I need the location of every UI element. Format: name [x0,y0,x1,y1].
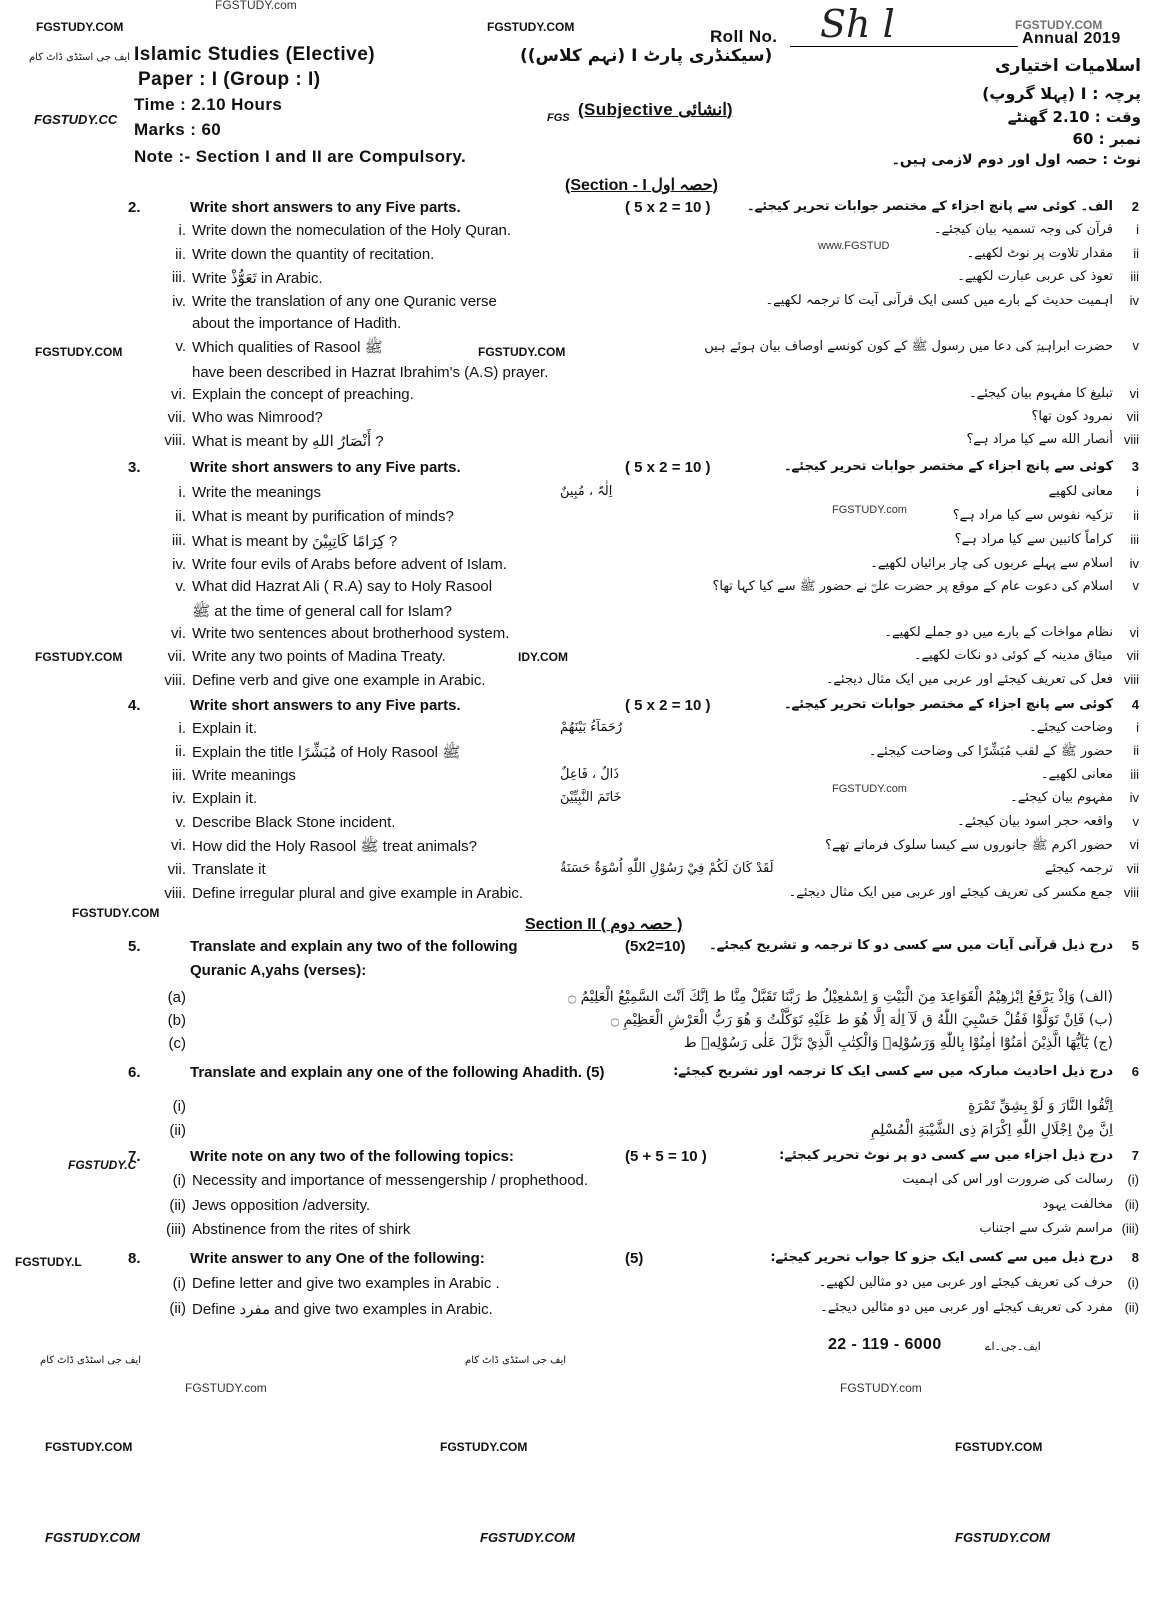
part-text-urdu: معانی لکھیے۔ [1040,767,1113,782]
part-number-urdu: viii [1123,885,1139,900]
watermark: FGSTUDY.COM [487,20,575,34]
q8-heading [0,1250,1161,1272]
part-number-urdu: vii [1126,648,1139,663]
q7-part [0,1172,1161,1194]
part-text-urdu: (الف) وَاِذْ يَرْفَعُ اِبْرٰهِيْمُ الْقَوَاعِدَ مِنَ الْبَيْتِ وَ اِسْمٰعِيْلُ ط رَبَّنَا تَقَبَّلْ مِنَّا ط اِنَّكَ اَنْتَ السَّمِيْعُ الْعَلِيْمُ ۝ [567,989,1113,1005]
part-arabic-text: ذَالٌ ، فَاعِلٌ [560,767,620,782]
part-text-urdu: کراماً کاتبین سے کیا مراد ہے؟ [954,532,1113,547]
q7-number-urdu: 7 [1131,1148,1139,1163]
part-number-urdu: ii [1133,508,1139,523]
q3-instruction-urdu: کوئی سے پانچ اجزاء کے مختصر جوابات تحریر کیجئے۔ [783,459,1113,474]
watermark: FGSTUDY.COM [955,1530,1050,1545]
q2-part [0,222,1161,244]
part-number: iv. [172,556,186,573]
part-number: (c) [168,1035,186,1052]
watermark: www.FGSTUD [818,240,890,252]
q3-instruction: Write short answers to any Five parts. [190,459,461,476]
paper-group-urdu: پرچہ : I (پہلا گروپ) [982,84,1141,103]
part-number: vi. [171,386,186,403]
q3-part [0,578,1161,600]
part-number: i. [178,484,186,501]
part-text-english: Write down the quantity of recitation. [192,246,435,263]
part-text-urdu: نمرود کون تھا؟ [1031,409,1113,424]
part-number-urdu: vii [1126,409,1139,424]
part-number: v. [175,338,186,355]
q5-part [0,1035,1161,1057]
part-text-english: Who was Nimrood? [192,409,323,426]
part-number-urdu: (i) [1127,1275,1139,1290]
part-text-urdu: فعل کی تعریف کیجئے اور عربی میں ایک مثال دیجئے۔ [825,672,1113,687]
watermark: FGSTUDY.COM [72,906,160,920]
part-number: v. [175,578,186,595]
q2-heading [0,199,1161,221]
watermark: FGSTUDY.L [15,1255,82,1269]
part-text-urdu: ترجمہ کیجئے [1044,861,1113,876]
part-number-urdu: iii [1130,532,1139,547]
part-text-english: Abstinence from the rites of shirk [192,1221,411,1238]
part-text-english: What is meant by أَنْصَارُ اللهِ ? [192,433,384,450]
part-text-urdu: اسلام سے پہلے عربوں کی چار برائیاں لکھیے۔ [870,556,1113,571]
q4-part [0,814,1161,836]
q5-number-urdu: 5 [1131,938,1139,953]
part-number: (i) [172,1275,186,1292]
q4-part [0,767,1161,789]
watermark: FGSTUDY.com [185,1381,267,1395]
part-number-urdu: (ii) [1124,1197,1139,1212]
q3-heading [0,459,1161,481]
part-number: vi. [171,837,186,854]
part-number-urdu: ii [1133,743,1139,758]
part-text-english-cont: about the importance of Hadith. [192,315,402,332]
q3-marks: ( 5 x 2 = 10 ) [625,459,711,476]
part-number-urdu: vi [1129,837,1139,852]
part-text-urdu: مقدار تلاوت پر نوٹ لکھیے۔ [966,246,1113,261]
part-number: (iii) [166,1221,186,1238]
annual-year: Annual 2019 [1022,30,1121,47]
part-number: (i) [172,1172,186,1189]
q2-part [0,293,1161,315]
roll-no-handwritten: Sh l [820,2,895,46]
part-number: (ii) [169,1300,186,1317]
watermark: FGSTUDY.COM [36,20,124,34]
q3-part [0,672,1161,694]
part-text-urdu: نظام مواخات کے بارے میں دو جملے لکھیے۔ [884,625,1113,640]
q4-part [0,861,1161,883]
part-text-english: Write تَعَوُّذْ in Arabic. [192,270,323,287]
part-number: viii. [164,885,186,902]
part-number: iii. [171,269,186,286]
part-number-urdu: i [1136,222,1139,237]
q2-part [0,338,1161,360]
q5-part [0,989,1161,1011]
q8-part [0,1300,1161,1322]
q8-instruction: Write answer to any One of the following: [190,1250,485,1267]
watermark: FGSTUDY.com [215,0,297,12]
watermark: FGSTUDY.COM [478,345,566,359]
q6-part [0,1122,1161,1144]
part-number-urdu: vi [1129,625,1139,640]
q2-part [0,409,1161,431]
part-number-urdu: v [1132,814,1139,829]
part-number: vii. [167,861,186,878]
part-number-urdu: iv [1129,790,1139,805]
q2-part [0,246,1161,268]
subject-urdu: اسلامیات اختیاری [994,56,1141,76]
part-text-urdu: تعوذ کی عربی عبارت لکھیے۔ [957,269,1113,284]
roll-no-line [790,46,1018,47]
q5-instruction-urdu: درج ذیل قرآنی آیات میں سے کسی دو کا ترجمہ و تشریح کیجئے۔ [709,938,1113,953]
part-text-english: Define letter and give two examples in Arabic . [192,1275,500,1292]
part-number: iv. [172,790,186,807]
note: Note :- Section I and II are Compulsory. [134,147,467,166]
subject-title: Islamic Studies (Elective) [134,44,376,65]
q3-number-urdu: 3 [1131,459,1139,474]
q8-marks: (5) [625,1250,644,1267]
part-text-urdu: اہمیت حدیث کے بارے میں کسی ایک قرآنی آیت کا ترجمہ لکھیے۔ [765,293,1113,308]
watermark-urdu: ایف جی اسٹڈی ڈاٹ کام [28,52,130,63]
part-number: vii. [167,409,186,426]
part-text-urdu: مفہوم بیان کیجئے۔ [1010,790,1113,805]
part-text-english: Describe Black Stone incident. [192,814,396,831]
part-text-english: Explain it. [192,790,258,807]
q7-instruction: Write note on any two of the following topics: [190,1148,514,1165]
part-text-english-cont: have been described in Hazrat Ibrahim's (A.S) prayer. [192,364,549,381]
part-text-english: Write two sentences about brotherhood system. [192,625,510,642]
part-number: i. [178,222,186,239]
q3-number: 3. [128,459,141,476]
part-text-urdu: جمع مکسر کی تعریف کیجئے اور عربی میں ایک مثال دیجئے۔ [788,885,1113,900]
watermark: FGSTUDY.com [840,1381,922,1395]
watermark: FGSTUDY.C [68,1158,137,1172]
part-arabic-text: خَاتَمَ النَّبِيِّيْنَ [560,790,622,805]
part-number: iii. [171,532,186,549]
q3-part [0,484,1161,506]
q8-number: 8. [128,1250,141,1267]
part-number: (b) [167,1012,186,1029]
q4-part [0,790,1161,812]
part-text-english: Jews opposition /adversity. [192,1197,371,1214]
q8-instruction-urdu: درج ذیل میں سے کسی ایک جزو کا جواب تحریر کیجئے: [770,1250,1113,1265]
part-text-urdu: حضرت ابراہیمؑ کی دعا میں رسول ﷺ کے کون کونسے اوصاف بیان ہوئے ہیں [704,339,1113,354]
part-number-urdu: ii [1133,246,1139,261]
part-number-urdu: v [1132,338,1139,353]
part-number-urdu: (i) [1127,1172,1139,1187]
part-text-english: Translate it [192,861,266,878]
q8-number-urdu: 8 [1131,1250,1139,1265]
part-number: (a) [167,989,186,1006]
watermark: FGS [547,112,570,124]
part-text-english: Explain the concept of preaching. [192,386,414,403]
watermark-urdu: ایف جی اسٹڈی ڈاٹ کام [465,1355,567,1366]
part-number: i. [178,720,186,737]
part-number-urdu: i [1136,720,1139,735]
q6-number: 6. [128,1064,141,1081]
q5-heading-cont [0,962,1161,984]
part-number-urdu: iv [1129,556,1139,571]
part-text-english-cont: ﷺ at the time of general call for Islam? [192,603,452,620]
q7-heading [0,1148,1161,1170]
paper-code: 22 - 119 - 6000 [828,1336,942,1353]
part-number-urdu: (ii) [1124,1300,1139,1315]
part-text-english: Define verb and give one example in Arabic. [192,672,486,689]
part-number-urdu: vi [1129,386,1139,401]
part-number-urdu: iii [1130,767,1139,782]
part-text-urdu: تبلیغ کا مفہوم بیان کیجئے۔ [969,386,1113,401]
part-arabic-text: اِلٰہٌ ، مُبِينٌ [560,484,613,499]
part-text-english: Define irregular plural and give example in Arabic. [192,885,524,902]
watermark: FGSTUDY.com [832,504,907,516]
q3-part [0,556,1161,578]
roll-no-label: Roll No. [710,27,778,46]
part-text-urdu: وضاحت کیجئے۔ [1029,720,1113,735]
watermark: FGSTUDY.COM [35,345,123,359]
q3-part [0,625,1161,647]
q2-part-cont [0,315,1161,337]
part-text-urdu: مخالفت یہود [1042,1197,1113,1212]
q5-instruction-cont: Quranic A,yahs (verses): [190,962,367,979]
watermark: FGSTUDY.COM [1015,18,1103,32]
part-text-urdu: میثاق مدینہ کے کوئی دو نکات لکھیے۔ [913,648,1113,663]
q3-part [0,532,1161,554]
part-text-urdu: مراسم شرک سے اجتناب [979,1221,1113,1236]
q6-number-urdu: 6 [1131,1064,1139,1079]
part-text-english: Necessity and importance of messengership / prophethood. [192,1172,589,1189]
q4-part [0,885,1161,907]
part-text-english: Write any two points of Madina Treaty. [192,648,446,665]
note-urdu: نوٹ : حصہ اول اور دوم لازمی ہیں۔ [891,152,1141,168]
part-number: iv. [172,293,186,310]
q2-part [0,269,1161,291]
part-number-urdu: (iii) [1121,1221,1139,1236]
q5-number: 5. [128,938,141,955]
q2-instruction-urdu: الف۔ کوئی سے پانچ اجزاء کے مختصر جوابات تحریر کیجئے۔ [746,199,1113,214]
total-marks: Marks : 60 [134,120,222,139]
q5-part [0,1012,1161,1034]
q7-part [0,1197,1161,1219]
q4-instruction-urdu: کوئی سے پانچ اجزاء کے مختصر جوابات تحریر کیجئے۔ [783,697,1113,712]
part-text-urdu: مفرد کی تعریف کیجئے اور عربی میں دو مثالیں دیجئے۔ [820,1300,1113,1315]
part-text-urdu: اسلام کی دعوت عام کے موقع پر حضرت علیؓ نے حضور ﷺ سے کیا کہا تھا؟ [712,579,1113,594]
q2-part [0,432,1161,454]
part-number-urdu: viii [1123,432,1139,447]
q3-part [0,648,1161,670]
q4-heading [0,697,1161,719]
part-text-english: What is meant by purification of minds? [192,508,454,525]
part-number: ii. [175,246,186,263]
part-text-english: Define مفرد and give two examples in Arabic. [192,1301,493,1318]
part-text-urdu: معانی لکھیے [1048,484,1113,499]
part-number: (ii) [169,1197,186,1214]
q3-part [0,508,1161,530]
q2-instruction: Write short answers to any Five parts. [190,199,461,216]
part-number: v. [175,814,186,831]
watermark: FGSTUDY.COM [480,1530,575,1545]
time-urdu: وقت : 2.10 گھنٹے [1007,108,1141,126]
q7-number: 7. [128,1148,141,1165]
part-text-urdu: أنصار الله سے کیا مراد ہے؟ [966,432,1113,447]
part-text-english: What did Hazrat Ali ( R.A) say to Holy Rasool [192,578,493,595]
q5-marks: (5x2=10) [625,938,686,955]
watermark: FGSTUDY.COM [45,1530,140,1545]
q7-instruction-urdu: درج ذیل اجزاء میں سے کسی دو پر نوٹ تحریر کیجئے: [779,1148,1113,1163]
part-text-english: Which qualities of Rasool ﷺ [192,339,383,356]
part-number: iii. [171,767,186,784]
part-number: (ii) [169,1122,186,1139]
part-text-urdu: اِتَّقُوا النَّارَ وَ لَوْ بِشِقِّ تَمْرَةٍ [967,1098,1113,1114]
part-number-urdu: v [1132,578,1139,593]
part-text-english: Write four evils of Arabs before advent of Islam. [192,556,507,573]
watermark: IDY.COM [518,650,569,664]
q4-part [0,837,1161,859]
part-arabic-text: رُحَمَآءُ بَيْنَهُمْ [560,720,623,735]
part-number: ii. [175,743,186,760]
part-text-urdu: رسالت کی ضرورت اور اس کی اہمیت [902,1172,1113,1187]
part-text-urdu: قرآن کی وجہ تسمیہ بیان کیجئے۔ [933,222,1113,237]
part-text-urdu: حرف کی تعریف کیجئے اور عربی میں دو مثالیں لکھیے۔ [818,1275,1113,1290]
part-text-english: Write meanings [192,767,296,784]
q4-number-urdu: 4 [1131,697,1139,712]
watermark: FGSTUDY.com [832,783,907,795]
part-text-urdu: حضور اکرم ﷺ جانوروں سے کیسا سلوک فرماتے تھے؟ [825,838,1113,853]
part-text-urdu: (ب) فَاِنْ تَوَلَّوْا فَقُلْ حَسْبِيَ اللّٰهُ ق لَآ اِلٰهَ اِلَّا هُوَ ط عَلَيْهِ تَوَكَّلْتُ وَ هُوَ رَبُّ الْعَرْشِ الْعَظِيْمِ ۝ [610,1012,1113,1028]
q5-heading [0,938,1161,960]
part-text-urdu: اِنَّ مِنْ اِجْلَالِ اللّٰهِ اِكْرَامَ ذِی الشَّيْبَةِ الْمُسْلِمِ [870,1122,1113,1138]
q8-part [0,1275,1161,1297]
watermark-urdu: ایف جی اسٹڈی ڈاٹ کام [40,1355,142,1366]
part-text-urdu: واقعہ حجر اسود بیان کیجئے۔ [957,814,1113,829]
q2-number-urdu: 2 [1131,199,1139,214]
q6-part [0,1098,1161,1120]
part-text-english: Explain it. [192,720,258,737]
q4-number: 4. [128,697,141,714]
q4-part [0,743,1161,765]
part-number: ii. [175,508,186,525]
part-text-english: Explain the title مُبَشِّرًا of Holy Rasool ﷺ [192,744,461,761]
paper-group: Paper : I (Group : I) [138,69,321,90]
part-number: (i) [172,1098,186,1115]
part-number-urdu: vii [1126,861,1139,876]
part-number-urdu: viii [1123,672,1139,687]
part-number-urdu: iii [1130,269,1139,284]
q2-part [0,386,1161,408]
q2-number: 2. [128,199,141,216]
watermark: FGSTUDY.COM [35,650,123,664]
watermark: FGSTUDY.COM [955,1440,1043,1454]
class-urdu: (سیکنڈری پارٹ I (نہم کلاس)) [520,46,773,66]
part-text-english: Write the translation of any one Quranic verse [192,293,497,310]
part-text-urdu: تزکیہ نفوس سے کیا مراد ہے؟ [952,508,1113,523]
watermark: FGSTUDY.COM [440,1440,528,1454]
q3-part-cont [0,602,1161,624]
part-number-urdu: iv [1129,293,1139,308]
q4-instruction: Write short answers to any Five parts. [190,697,461,714]
part-text-english: What is meant by كِرَامًا كَاتِبِيْنَ ? [192,533,398,550]
marks-urdu: نمبر : 60 [1072,130,1141,148]
part-arabic-text: لَقَدْ كَانَ لَكُمْ فِيْ رَسُوْلِ اللّٰهِ اُسْوَةٌ حَسَنَةٌ [560,861,774,876]
q2-marks: ( 5 x 2 = 10 ) [625,199,711,216]
part-number-urdu: i [1136,484,1139,499]
section-2-heading: Section II ( حصہ دوم ) [525,916,683,933]
part-text-urdu: (ج) يٰٓاَيُّهَا الَّذِيْنَ اٰمَنُوْٓا اٰمِنُوْا بِاللّٰهِ وَرَسُوْلِهٖ وَالْكِتٰبِ الَّذِيْ نَزَّلَ عَلٰى رَسُوْلِهٖ ط [683,1035,1113,1051]
part-text-urdu: حضور ﷺ کے لقب مُبَشِّرًا کی وضاحت کیجئے۔ [868,744,1113,759]
q2-part-cont [0,364,1161,386]
part-number: viii. [164,432,186,449]
q7-part [0,1221,1161,1243]
subjective-label: (Subjective انشائی) [578,100,733,119]
part-text-english: How did the Holy Rasool ﷺ treat animals? [192,838,477,855]
q4-marks: ( 5 x 2 = 10 ) [625,697,711,714]
part-text-english: Write down the nomeculation of the Holy Quran. [192,222,512,239]
q5-instruction: Translate and explain any two of the following [190,938,518,955]
time-allowed: Time : 2.10 Hours [134,95,283,114]
q6-instruction: Translate and explain any one of the following Ahadith. (5) [190,1064,605,1081]
part-number: vii. [167,648,186,665]
watermark: FGSTUDY.COM [45,1440,133,1454]
part-number: vi. [171,625,186,642]
part-number: viii. [164,672,186,689]
paper-code-urdu: ایف۔جی۔اے [985,1340,1041,1353]
q4-part [0,720,1161,742]
part-text-english: Write the meanings [192,484,321,501]
watermark: FGSTUDY.CC [34,112,118,127]
q6-instruction-urdu: درج ذیل احادیث مبارکہ میں سے کسی ایک کا ترجمہ اور تشریح کیجئے: [673,1064,1113,1079]
section-1-heading: (Section - I حصہ اول) [565,177,718,194]
q7-marks: (5 + 5 = 10 ) [625,1148,707,1165]
q6-heading [0,1064,1161,1086]
